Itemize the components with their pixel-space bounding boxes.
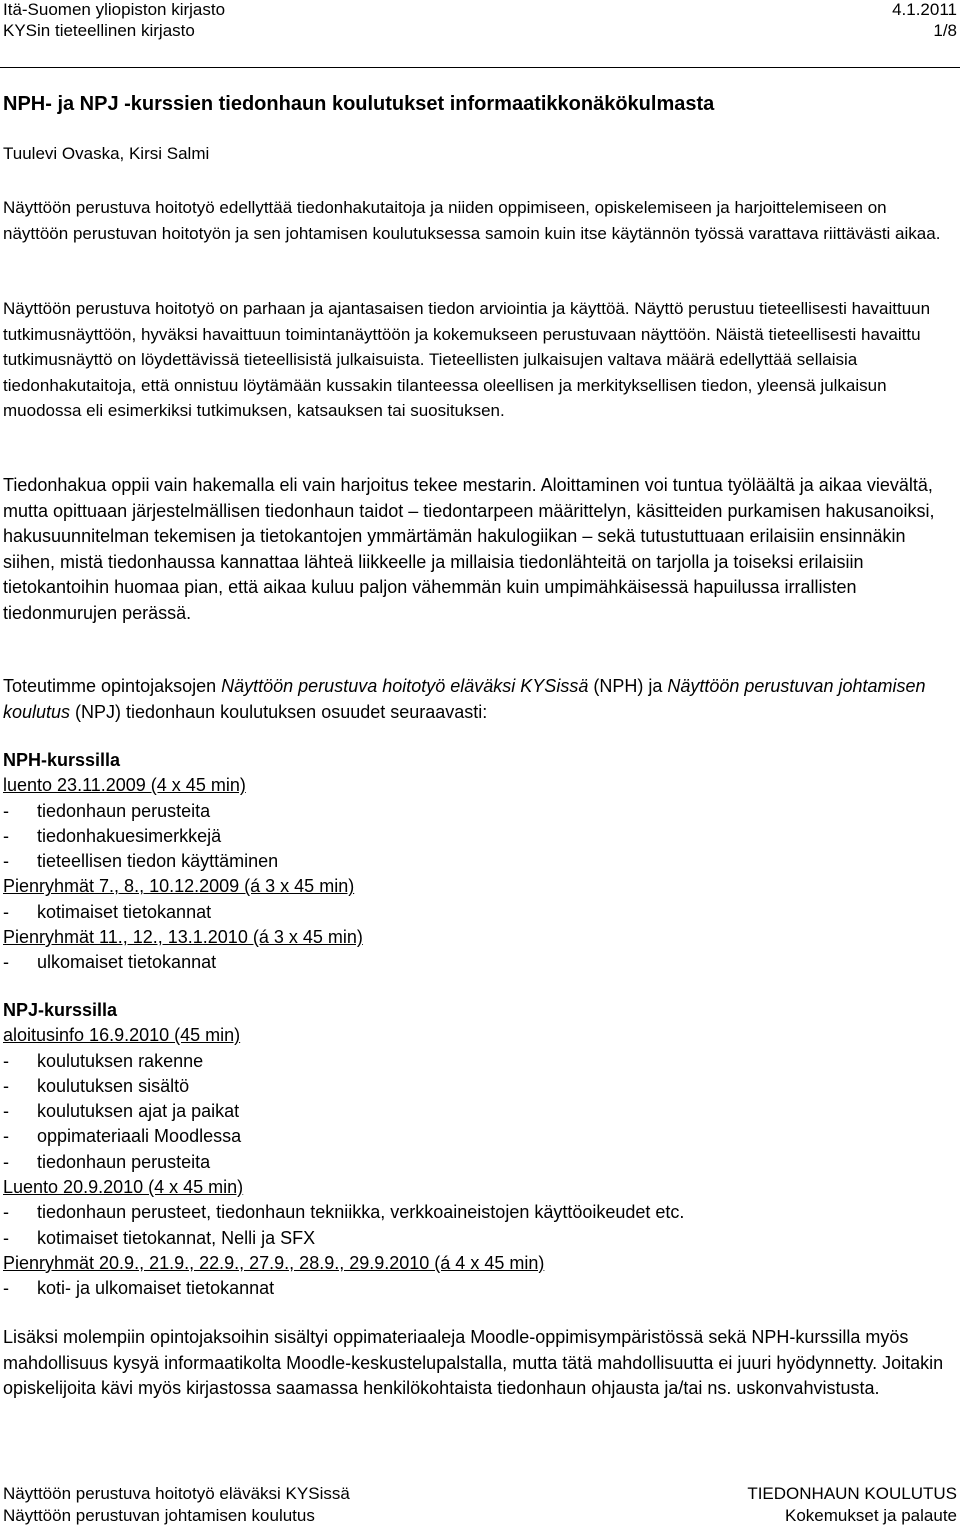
list-item: - tiedonhaun perusteita	[3, 800, 211, 821]
header-date: 4.1.2011	[892, 0, 957, 19]
npj-session-lecture: Luento 20.9.2010 (4 x 45 min)	[3, 1177, 244, 1198]
paragraph-intro: Näyttöön perustuva hoitotyö edellyttää tiedonhakutaitoja ja niiden oppimiseen, opiskelemiseen ja harjoittelemiseen on näyttöön perustuvan hoitotyön ja sen johtamisen koulutuksessa samoin kuin itse käytännön työssä varattava riittävästi aikaa.	[3, 198, 941, 243]
header-library: KYSin tieteellinen kirjasto	[3, 21, 195, 40]
document-authors: Tuulevi Ovaska, Kirsi Salmi	[3, 144, 210, 163]
list-item: - oppimateriaali Moodlessa	[3, 1126, 242, 1147]
header-divider	[0, 67, 960, 68]
document-title: NPH- ja NPJ -kurssien tiedonhaun koulutukset informaatikkonäkökulmasta	[3, 93, 715, 115]
paragraph-evidence: Näyttöön perustuva hoitotyö on parhaan ja ajantasaisen tiedon arviointia ja käyttöä. Näyttö perustuu tieteellisesti havaittuun tutkimusnäyttöön, hyväksi havaittuun toimintanäyttöön ja kokemukseen perustuvaan näyttöön. Näistä tieteellisesti havaittu tutkimusnäyttö on löydettävissä tieteellisistä julkaisuista. Tieteellisten julkaisujen valtava määrä edellyttää sellaisia tiedonhakutaitoja, että onnistuu löytämään kussakin tilanteessa oleellisen ja merkityksellisen tiedon, yleensä julkaisun muodossa eli esimerkiksi tutkimuksen, katsauksen tai suosituksen.	[3, 299, 931, 420]
list-item: - koti- ja ulkomaiset tietokannat	[3, 1278, 275, 1299]
nph-session-lecture: luento 23.11.2009 (4 x 45 min)	[3, 775, 246, 796]
nph-section	[3, 748, 955, 976]
list-item: - koulutuksen sisältö	[3, 1075, 190, 1096]
paragraph-practice: Tiedonhakua oppii vain hakemalla eli vain harjoitus tekee mestarin. Aloittaminen voi tuntua työläältä ja aikaa vievältä, mutta opittuaan järjestelmällisen tiedonhaun taidot – tiedontarpeen määrittelyn, käsitteiden purkamisen hakusanoiksi, hakusuunnitelman tekemisen ja tietokantojen ymmärtämän hakulogiikan – sekä tutustuttuaan erilaisiin ensinnäkin siihen, mistä tiedonhaussa kannattaa lähteä liikkeelle ja millaisia tiedonlähteitä on tarjolla ja toiseksi erilaisiin tietokantoihin huomaa pian, että aikaa kuluu paljon vähemmän kuin umpimähkäisessä hapuilussa irrallisten tiedonmurujen perässä.	[3, 475, 935, 623]
course-name-npj: Näyttöön perustuvan johtamisen koulutus	[3, 676, 926, 722]
footer-subtopic: Kokemukset ja palaute	[785, 1506, 957, 1525]
list-item: - tieteellisen tiedon käyttäminen	[3, 851, 279, 872]
list-item: - tiedonhaun perusteet, tiedonhaun tekniikka, verkkoaineistojen käyttöoikeudet etc.	[3, 1202, 685, 1223]
paragraph-courses	[3, 674, 955, 725]
header-institution: Itä-Suomen yliopiston kirjasto	[3, 0, 226, 19]
list-item: - koulutuksen rakenne	[3, 1050, 204, 1071]
courses-text-2: (NPH) ja	[588, 676, 668, 696]
courses-text-1: Toteutimme opintojaksojen	[3, 676, 222, 696]
list-item: - koulutuksen ajat ja paikat	[3, 1101, 240, 1122]
nph-session-groups-2: Pienryhmät 11., 12., 13.1.2010 (á 3 x 45 min)	[3, 927, 363, 948]
list-item: - kotimaiset tietokannat	[3, 901, 212, 922]
npj-session-info: aloitusinfo 16.9.2010 (45 min)	[3, 1025, 241, 1046]
nph-heading: NPH-kurssilla	[3, 750, 121, 770]
footer-course-npj: Näyttöön perustuvan johtamisen koulutus	[3, 1506, 315, 1525]
npj-session-groups: Pienryhmät 20.9., 21.9., 22.9., 27.9., 28.9., 29.9.2010 (á 4 x 45 min)	[3, 1252, 545, 1273]
nph-session-groups-1: Pienryhmät 7., 8., 10.12.2009 (á 3 x 45 min)	[3, 876, 355, 897]
list-item: - kotimaiset tietokannat, Nelli ja SFX	[3, 1227, 316, 1248]
footer-topic: TIEDONHAUN KOULUTUS	[747, 1484, 957, 1503]
npj-section	[3, 998, 955, 1302]
paragraph-additional: Lisäksi molempiin opintojaksoihin sisältyi oppimateriaaleja Moodle-oppimisympäristössä sekä NPH-kurssilla myös mahdollisuus kysyä informaatikolta Moodle-keskustelupalstalla, mutta tätä mahdollisuutta ei juuri hyödynnetty. Joitakin opiskelijoita kävi myös kirjastossa saamassa henkilökohtaista tiedonhaun ohjausta ja/tai ns. uskonvahvistusta.	[3, 1327, 944, 1398]
list-item: - ulkomaiset tietokannat	[3, 952, 217, 973]
list-item: - tiedonhaun perusteita	[3, 1151, 211, 1172]
list-item: - tiedonhakuesimerkkejä	[3, 825, 222, 846]
npj-heading: NPJ-kurssilla	[3, 1000, 118, 1020]
header-page-number: 1/8	[933, 21, 957, 40]
footer-course-nph: Näyttöön perustuva hoitotyö eläväksi KYSissä	[3, 1484, 350, 1503]
courses-text-3: (NPJ) tiedonhaun koulutuksen osuudet seuraavasti:	[70, 701, 488, 722]
course-name-nph: Näyttöön perustuva hoitotyö eläväksi KYSissä	[221, 676, 589, 696]
